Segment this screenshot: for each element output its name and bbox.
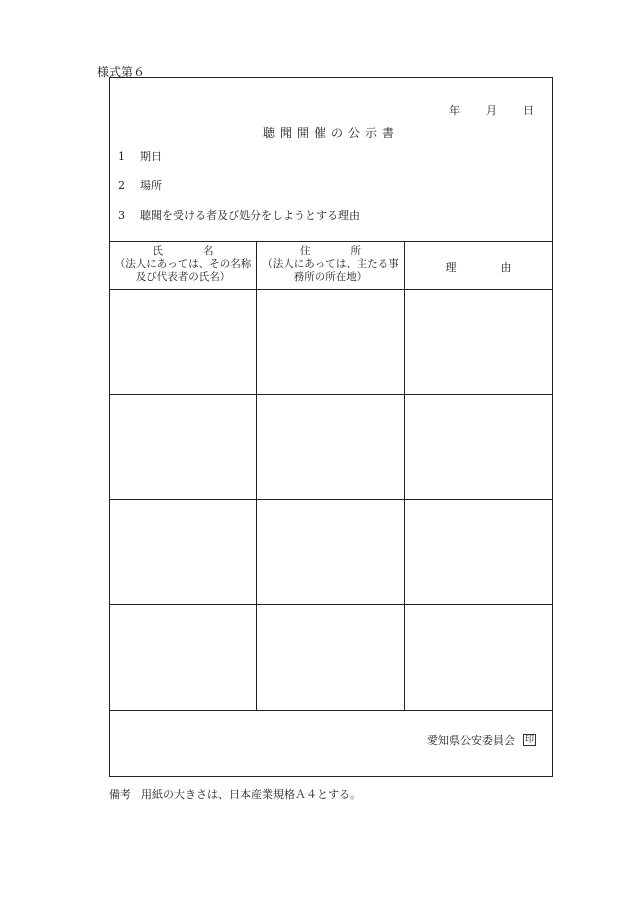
header-reason-a: 理: [445, 260, 457, 274]
reason-cell[interactable]: [405, 500, 552, 604]
table-row: [110, 605, 552, 711]
item-reason: [118, 207, 360, 223]
item-label: 期日: [140, 150, 162, 163]
item-number: 3: [118, 209, 125, 222]
name-cell[interactable]: [110, 395, 257, 499]
item-number: 2: [118, 179, 125, 192]
notice-form: [109, 77, 553, 777]
item-label: 聴聞を受ける者及び処分をしようとする理由: [140, 209, 360, 222]
remarks: [109, 786, 361, 802]
address-cell[interactable]: [257, 290, 405, 394]
reason-cell[interactable]: [405, 290, 552, 394]
name-cell[interactable]: [110, 500, 257, 604]
document-title: 聴聞開催の公示書: [262, 126, 399, 140]
header-name-a: 氏: [152, 245, 163, 257]
header-address-b: 所: [350, 245, 361, 257]
date-month: 月: [486, 104, 497, 117]
header-reason-b: 由: [500, 260, 512, 274]
item-date: [118, 148, 162, 164]
parties-table: [110, 241, 552, 711]
header-address-a: 住: [300, 245, 311, 257]
name-cell[interactable]: [110, 605, 257, 710]
issuer-signature: [427, 732, 536, 748]
date-line: [449, 102, 534, 118]
issuer-name: 愛知県公安委員会: [426, 734, 515, 747]
address-cell[interactable]: [257, 605, 405, 710]
date-year: 年: [449, 104, 460, 117]
header-name-b: 名: [203, 245, 214, 257]
reason-cell[interactable]: [405, 605, 552, 710]
header-reason: [405, 242, 552, 289]
address-cell[interactable]: [257, 500, 405, 604]
header-name-note: （法人にあっては、その名称及び代表者の氏名）: [114, 258, 252, 283]
address-cell[interactable]: [257, 395, 405, 499]
remarks-text: 用紙の大きさは、日本産業規格Ａ４とする。: [141, 788, 361, 801]
header-name: [110, 242, 257, 289]
header-address-note: （法人にあっては、主たる事務所の所在地）: [262, 258, 399, 283]
form-number: 様式第６: [97, 65, 146, 79]
name-cell[interactable]: [110, 290, 257, 394]
table-row: [110, 500, 552, 605]
table-row: [110, 290, 552, 395]
item-place: [118, 177, 162, 193]
date-day: 日: [523, 104, 534, 117]
header-address: [257, 242, 405, 289]
table-header-row: [110, 242, 552, 290]
table-row: [110, 395, 552, 500]
reason-cell[interactable]: [405, 395, 552, 499]
item-label: 場所: [140, 179, 162, 192]
remarks-label: 備考: [109, 788, 131, 801]
item-number: 1: [118, 150, 125, 163]
seal-mark: 印: [524, 735, 534, 745]
